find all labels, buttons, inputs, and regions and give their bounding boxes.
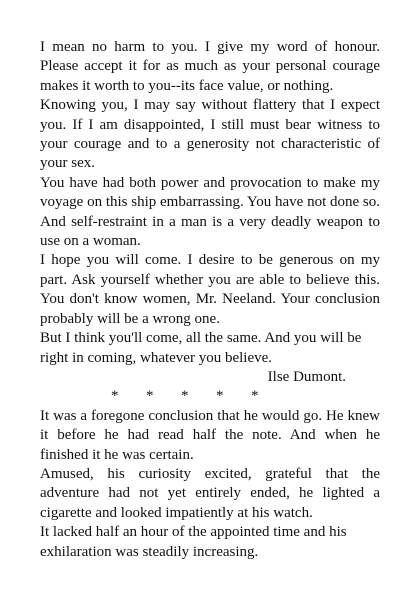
narrative-paragraph: Amused, his curiosity excited, grateful that the adventure had not yet entirely ended, he lighted a cigarette and looked impatiently at his watch.	[40, 465, 380, 521]
letter-paragraph: I mean no harm to you. I give my word of honour. Please accept it for as much as your personal courage makes it worth to you--its face value, or nothing.	[40, 39, 380, 94]
letter-paragraph: I hope you will come. I desire to be generous on my part. Ask yourself whether you are able to believe this. You don't know women, Mr. Neeland. Your conclusion probably will be a wrong one.	[40, 252, 380, 327]
separator-star: *	[146, 388, 154, 405]
separator-star: *	[251, 388, 259, 405]
separator-star: *	[181, 388, 189, 405]
letter-paragraph: But I think you'll come, all the same. And you will be right in coming, whatever you believe.	[40, 330, 362, 366]
section-separator	[40, 387, 380, 406]
narrative-paragraph: It was a foregone conclusion that he would go. He knew it before he had read half the note. And when he finished it he was certain.	[40, 407, 380, 463]
letter-paragraph: Knowing you, I may say without flattery that I expect you. If I am disappointed, I still must bear witness to your courage and to a generosity not characteristic of your sex.	[40, 97, 380, 172]
book-page	[40, 38, 380, 562]
letter-signature: Ilse Dumont.	[267, 368, 346, 385]
narrative-paragraph: It lacked half an hour of the appointed time and his exhilaration was steadily increasing.	[40, 524, 347, 560]
letter-paragraph: You have had both power and provocation to make my voyage on this ship embarrassing. You have not done so. And self-restraint in a man is a very deadly weapon to use on a woman.	[40, 174, 380, 250]
separator-star: *	[111, 388, 119, 405]
separator-star: *	[216, 388, 224, 405]
